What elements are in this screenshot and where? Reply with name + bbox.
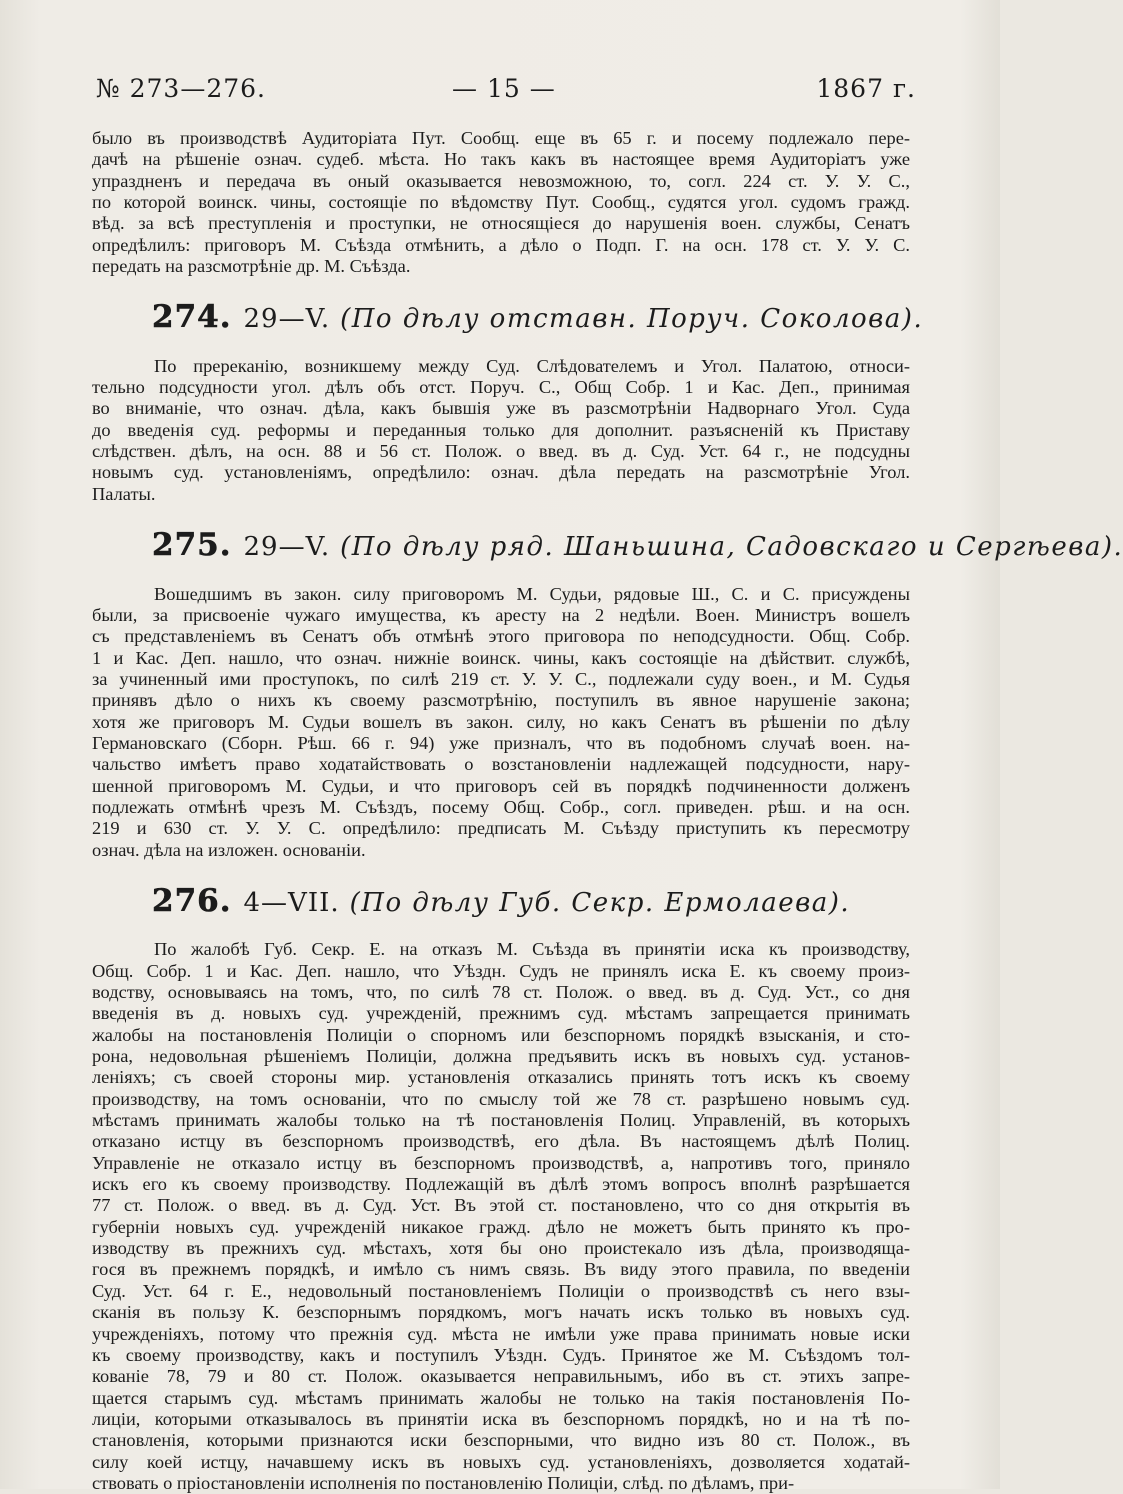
- text-line: тельно подсудности угол. дѣлъ объ отст. Поруч. С., Общ Собр. 1 и Кас. Деп., принимая: [92, 377, 910, 398]
- text-line: леніяхъ; съ своей стороны мир. установленія отказались принять тотъ искъ къ своему: [92, 1067, 910, 1088]
- text-line: передать на разсмотрѣніе др. М. Съѣзда.: [92, 256, 411, 277]
- section-paragraph: [92, 584, 910, 861]
- text-line: рона, недовольная рѣшеніемъ Полиціи, должна предъявить искъ въ новыхъ суд. установ-: [92, 1046, 910, 1067]
- section-date: 4—VII.: [243, 887, 340, 918]
- text-line: за учиненный ими проступокъ, по силѣ 219 ст. У. У. С., подлежали суду воен., и М. Судья: [92, 668, 910, 689]
- text-line: жалобы на постановленія Полиціи о спорномъ или безспорномъ порядкѣ взысканія, и сто-: [92, 1024, 910, 1045]
- article-range: № 273—276.: [96, 74, 266, 103]
- text-line: были, за присвоеніе чужаго имущества, къ аресту на 2 недѣли. Воен. Министръ вошелъ: [92, 604, 910, 625]
- text-line: означ. дѣла на изложен. основаніи.: [92, 839, 366, 860]
- text-line: отказано истцу въ безспорномъ производствѣ, его дѣла. Въ настоящемъ дѣлѣ Полиц.: [92, 1131, 910, 1152]
- section-title: (По дѣлу отставн. Поруч. Соколова).: [340, 304, 924, 335]
- text-line: до введенія суд. реформы и переданныя только для дополнит. разъясненій къ Приставу: [92, 419, 910, 440]
- text-line: Суд. Уст. 64 г. Е., недовольный постановленіемъ Полиціи о производствѣ съ него взы-: [92, 1280, 910, 1301]
- text-line: упраздненъ и передача въ оный оказывается невозможною, то, согл. 224 ст. У. У. С.,: [92, 170, 910, 191]
- text-line: щается старымъ суд. мѣстамъ принимать жалобы не только на такія постановленія По-: [92, 1387, 910, 1408]
- section-paragraph: [92, 939, 910, 1494]
- text-line: становленія, которыми признаются иски безспорными, что видно изъ 80 ст. Полож., въ: [92, 1430, 910, 1451]
- text-line: По жалобѣ Губ. Секр. Е. на отказъ М. Съѣзда въ принятіи иска къ производству,: [154, 939, 910, 960]
- running-head: [96, 74, 916, 114]
- text-line: изводству въ прежнихъ суд. мѣстахъ, хотя бы оно проистекало изъ дѣла, производяща-: [92, 1238, 910, 1259]
- text-line: чальство имѣетъ право ходатайствовать о возстановленіи надлежащей подсудности, нару-: [92, 754, 910, 775]
- text-line: водству, основываясь на томъ, что, по силѣ 78 ст. Полож. о введ. въ д. Суд. Уст., со дня: [92, 982, 910, 1002]
- text-line: лиціи, которыми отказывалось въ принятіи иска въ безспорномъ порядкѣ, но и на тѣ по-: [92, 1408, 910, 1429]
- sections: [92, 299, 1123, 1494]
- text-line: опредѣлилъ: приговоръ М. Съѣзда отмѣнить, а дѣло о Подп. Г. на осн. 178 ст. У. У. С.: [92, 234, 910, 255]
- text-line: силу коей истцу, начавшему искъ въ новыхъ суд. установленіяхъ, дозволяется ходатай-: [92, 1451, 910, 1472]
- text-line: Управленіе не отказало истцу въ безспорномъ производствѣ, а, напротивъ того, приняло: [92, 1152, 910, 1173]
- text-line: производству, на томъ основаніи, что по смыслу той же 78 ст. разрѣшено новымъ суд.: [92, 1088, 910, 1109]
- text-line: новымъ суд. установленіямъ, опредѣлило: означ. дѣла передать на разсмотрѣніе Угол.: [92, 462, 910, 483]
- text-line: слѣдствен. дѣлъ, на осн. 88 и 56 ст. Полож. о введ. въ д. Суд. Уст. 64 г., не подсудны: [92, 441, 910, 462]
- section-date: 29—V.: [243, 304, 331, 335]
- section-heading: [152, 527, 1123, 564]
- page-body: [92, 128, 1123, 1494]
- text-line: шенной приговоромъ М. Судьи, и что приговоръ сей въ порядкѣ подчиненности долженъ: [92, 775, 910, 796]
- section-number: 275.: [152, 527, 232, 564]
- text-line: По пререканію, возникшему между Суд. Слѣдователемъ и Угол. Палатою, относи-: [154, 355, 910, 376]
- section-title: (По дѣлу ряд. Шаньшина, Садовскаго и Сергѣева).: [340, 532, 1123, 563]
- year: 1867 г.: [816, 74, 916, 103]
- page-number: — 15 —: [452, 74, 556, 103]
- text-line: Палаты.: [92, 483, 156, 504]
- text-line: принявъ дѣло о нихъ къ своему разсмотрѣнію, поступилъ въ явное нарушеніе закона;: [92, 690, 910, 711]
- text-line: 1 и Кас. Деп. нашло, что означ. нижніе воинск. чины, какъ состоящіе на дѣйствит. службѣ,: [92, 647, 910, 668]
- text-line: Общ. Собр. 1 и Кас. Деп. нашло, что Уѣздн. Судъ не принялъ иска Е. къ своему произ-: [92, 960, 910, 981]
- text-line: съ представленіемъ въ Сенатъ объ отмѣнѣ этого приговора по неподсудности. Общ. Собр.: [92, 626, 910, 647]
- text-line: во вниманіе, что означ. дѣла, какъ бывшія уже въ разсмотрѣніи Надворнаго Угол. Суда: [92, 398, 910, 419]
- section-number: 276.: [152, 882, 232, 919]
- section-heading: [152, 882, 910, 919]
- text-line: учрежденіяхъ, потому что прежнія суд. мѣста не имѣли уже права принимать новые иски: [92, 1323, 910, 1344]
- text-line: вѣд. за всѣ преступленія и проступки, не относящіеся до нарушенія воен. службы, Сенатъ: [92, 213, 910, 234]
- text-line: было въ производствѣ Аудиторіата Пут. Сообщ. еще въ 65 г. и посему подлежало пере-: [92, 128, 910, 148]
- section-title: (По дѣлу Губ. Секр. Ермолаева).: [349, 887, 851, 918]
- text-line: искъ его къ своему производству. Подлежащій въ дѣлѣ этомъ вопросъ вполнѣ разрѣшается: [92, 1174, 910, 1195]
- text-line: по которой воинск. чины, состоящіе по вѣдомству Пут. Сообщ., судятся угол. судомъ гражд.: [92, 192, 910, 213]
- text-line: 219 и 630 ст. У. У. С. опредѣлило: предписать М. Съѣзду приступить къ пересмотру: [92, 818, 910, 839]
- text-line: Германовскаго (Сборн. Рѣш. 66 г. 94) уже призналъ, что въ подобномъ случаѣ воен. на-: [92, 732, 910, 753]
- text-line: ствовать о пріостановленіи исполненія по постановленію Полиціи, слѣд. по дѣламъ, при-: [92, 1472, 795, 1493]
- text-line: дачѣ на рѣшеніе означ. судеб. мѣста. Но такъ какъ въ настоящее время Аудиторіатъ уже: [92, 149, 910, 170]
- text-line: мѣстамъ принимать жалобы только на тѣ постановленія Полиц. Управленій, въ которыхъ: [92, 1110, 910, 1131]
- section-paragraph: [92, 356, 910, 505]
- intro-paragraph: [92, 128, 910, 277]
- text-line: гося въ прежнемъ порядкѣ, и имѣло съ нимъ связь. Въ виду этого правила, по введеніи: [92, 1259, 910, 1280]
- text-line: сканія въ пользу К. безспорнымъ порядкомъ, могъ начать искъ только въ новыхъ суд.: [92, 1302, 910, 1323]
- text-line: хотя же приговоръ М. Судьи вошелъ въ закон. силу, но какъ Сенатъ въ рѣшеніи по дѣлу: [92, 711, 910, 732]
- text-line: Вошедшимъ въ закон. силу приговоромъ М. Судьи, рядовые Ш., С. и С. присуждены: [154, 583, 910, 604]
- text-line: къ своему производству, какъ и поступилъ Уѣздн. Судъ. Принятое же М. Съѣздомъ тол-: [92, 1344, 910, 1365]
- section-heading: [152, 299, 924, 336]
- text-line: подлежать отмѣнѣ чрезъ М. Съѣздъ, посему Общ. Собр., согл. приведен. рѣш. и на осн.: [92, 796, 910, 817]
- text-line: губерніи новыхъ суд. учрежденій никакое гражд. дѣло не можетъ быть принято къ про-: [92, 1216, 910, 1237]
- text-line: 77 ст. Полож. о введ. въ д. Суд. Уст. Въ этой ст. постановлено, что со дня открытія въ: [92, 1195, 910, 1216]
- text-line: кованіе 78, 79 и 80 ст. Полож. оказывается неправильнымъ, ибо въ ст. этихъ запре-: [92, 1366, 910, 1387]
- text-line: введенія въ д. новыхъ суд. учрежденій, прежнимъ суд. мѣстамъ запрещается принимать: [92, 1003, 910, 1024]
- section-date: 29—V.: [243, 532, 331, 563]
- section-number: 274.: [152, 299, 232, 336]
